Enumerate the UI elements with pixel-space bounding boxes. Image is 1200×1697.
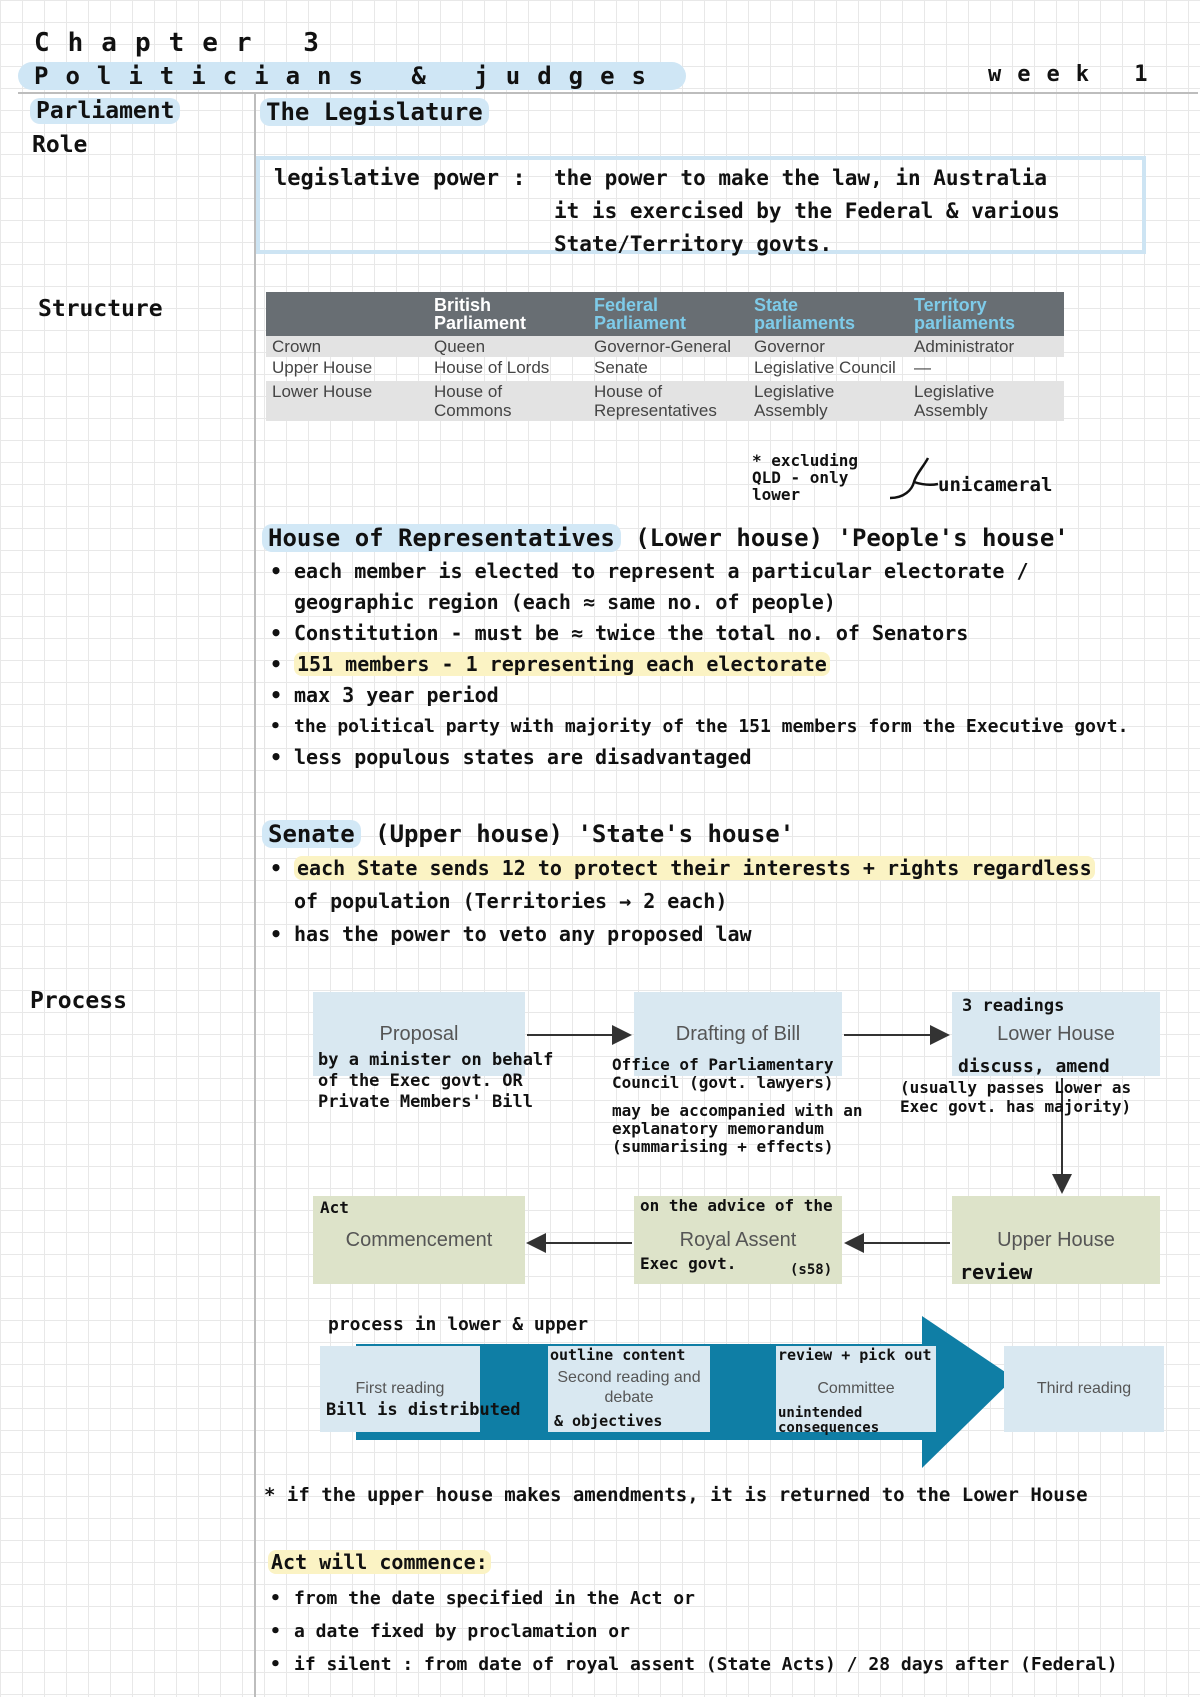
table-header-cell: Territory parliaments — [908, 292, 1064, 336]
flow-royal-assent-box: Royal Assent — [634, 1196, 842, 1284]
sidebar-role: Role — [32, 132, 88, 158]
table-cell: Lower House — [266, 381, 428, 421]
table-cell: House of Representatives — [588, 381, 748, 421]
unicameral-note: unicameral — [938, 474, 1053, 496]
senate-heading: Senate (Upper house) 'State's house' — [262, 820, 794, 848]
upper-note: review — [960, 1260, 1033, 1284]
table-cell: Administrator — [908, 336, 1064, 357]
table-header-cell: British Parliament — [428, 292, 588, 336]
proposal-note: by a minister on behalf of the Exec govt. OR Private Members' Bill — [318, 1050, 554, 1112]
table-cell: Queen — [428, 336, 588, 357]
list-item: • from the date specified in the Act or — [262, 1582, 1192, 1615]
table-cell: House of Lords — [434, 358, 550, 377]
table-cell: House of Commons — [428, 381, 588, 421]
sidebar-process: Process — [30, 988, 127, 1014]
table-header-cell: Federal Parliament — [588, 292, 748, 336]
definition-text: the power to make the law, in Australia it is exercised by the Federal & various State/Territory govts. — [554, 166, 1060, 256]
drafting-note-1: Office of Parliamentary Council (govt. lawyers) — [612, 1055, 834, 1092]
legislature-heading: The Legislature — [260, 98, 489, 126]
table-cell: Crown — [266, 336, 428, 357]
list-item: • has the power to veto any proposed law — [262, 918, 1192, 951]
table-cell: Legislative Council — [754, 358, 896, 377]
table-cell: — — [914, 358, 931, 377]
commencement-note: Act — [320, 1198, 349, 1217]
assent-note-3: (s58) — [790, 1262, 833, 1278]
second-reading-note-bottom: & objectives — [554, 1412, 663, 1430]
list-item: • each State sends 12 to protect their interests + rights regardless of population (Territories → 2 each) — [262, 852, 1192, 918]
list-item: • max 3 year period — [262, 680, 1192, 711]
list-item: • the political party with majority of the 151 members form the Executive govt. — [262, 711, 1192, 742]
commence-bullets — [262, 1582, 1192, 1681]
definition-term: legislative power : — [274, 166, 526, 191]
table-cell: Governor-General — [588, 336, 748, 357]
committee-box: Committee — [776, 1346, 936, 1432]
flow-upper-house-box: Upper House — [952, 1196, 1160, 1284]
committee-note-bottom: unintended consequences — [778, 1405, 880, 1436]
first-reading-box: First reading — [320, 1346, 480, 1432]
readings-note: 3 readings — [962, 996, 1065, 1016]
flow-commencement-box: Commencement — [313, 1196, 525, 1284]
list-item: • if silent : from date of royal assent (State Acts) / 28 days after (Federal) — [262, 1648, 1192, 1681]
list-item: • Constitution - must be ≈ twice the total no. of Senators — [262, 618, 1192, 649]
readings-caption: process in lower & upper — [328, 1314, 589, 1335]
table-header-cell: State parliaments — [748, 292, 908, 336]
list-item: • less populous states are disadvantaged — [262, 742, 1192, 773]
lower-note-2: (usually passes Lower as Exec govt. has majority) — [900, 1078, 1132, 1116]
list-item: • each member is elected to represent a particular electorate / geographic region (each ≈ same no. of people) — [262, 556, 1192, 618]
sidebar-structure: Structure — [38, 296, 163, 322]
table-cell: Senate — [594, 358, 648, 377]
second-reading-note-top: outline content — [550, 1346, 686, 1364]
week-label: week 1 — [988, 62, 1164, 87]
sidebar-parliament: Parliament — [30, 98, 180, 124]
chapter-subtitle: Politicians & judges — [34, 62, 663, 90]
list-item: • 151 members - 1 representing each electorate — [262, 649, 1192, 680]
assent-note-1: on the advice of the — [640, 1196, 833, 1215]
flow-proposal-box: Proposal — [313, 992, 525, 1076]
table-cell: Upper House — [272, 358, 373, 377]
lower-note-1: discuss, amend — [958, 1056, 1110, 1077]
hor-heading: House of Representatives (Lower house) 'People's house' — [262, 524, 1069, 552]
table-cell: Legislative Assembly — [748, 381, 908, 421]
excluding-note: * excluding QLD - only lower — [752, 451, 858, 504]
second-reading-box: Second reading and debate — [548, 1346, 710, 1432]
amendment-note: * if the upper house makes amendments, it is returned to the Lower House — [264, 1484, 1088, 1506]
flow-lower-house-box: Lower House — [952, 992, 1160, 1076]
flow-drafting-box: Drafting of Bill — [634, 992, 842, 1076]
committee-note-top: review + pick out — [778, 1346, 932, 1364]
first-reading-note: Bill is distributed — [326, 1400, 521, 1420]
drafting-note-2: may be accompanied with an explanatory memorandum (summarising + effects) — [612, 1101, 863, 1156]
table-cell: Legislative Assembly — [908, 381, 1064, 421]
assent-note-2: Exec govt. — [640, 1254, 737, 1273]
chapter-title: Chapter 3 — [34, 28, 337, 58]
list-item: • a date fixed by proclamation or — [262, 1615, 1192, 1648]
table-cell: Governor — [748, 336, 908, 357]
commence-title: Act will commence: — [268, 1550, 491, 1574]
third-reading-box: Third reading — [1004, 1346, 1164, 1432]
